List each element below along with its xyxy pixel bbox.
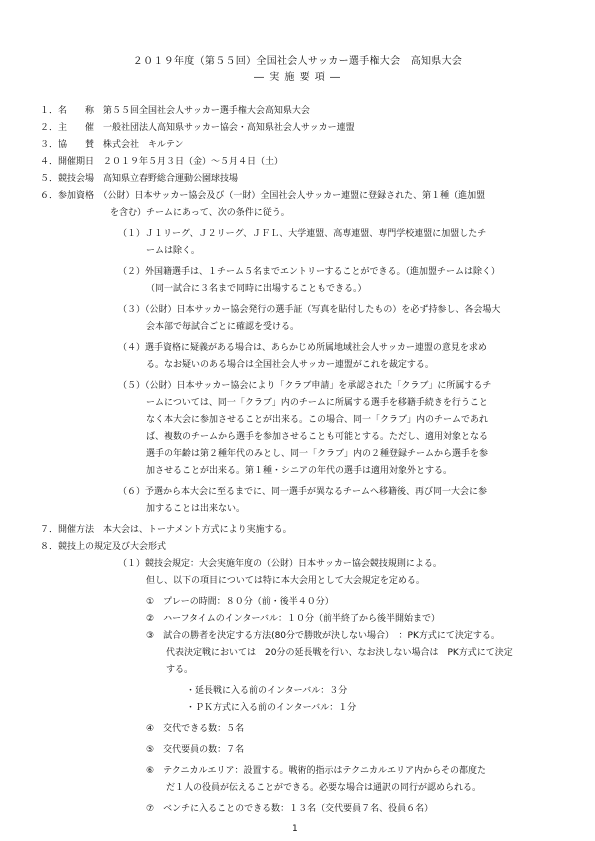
item-eligibility: ６．参加資格 （公財）日本サッカー協会及び（一財）全国社会人サッカー連盟に登録された、第１種（進加盟 (40, 191, 486, 201)
item-eligibility-cont: を含む）チームにあって、次の条件に従う。 (110, 208, 290, 218)
condition-5-cont-5: 加させることが出来る。第１種・シニアの年代の選手は適用対象外とする。 (146, 466, 453, 476)
condition-4-cont: る。なお疑いのある場合は全国社会人サッカー連盟がこれを裁定する。 (146, 360, 434, 370)
rule-substitutes: ⑤ 交代要員の数：７名 (146, 745, 245, 755)
condition-5-cont-1: ームについては、同一「クラブ」内のチームに所属する選手を移籍手続きを行うこと (146, 398, 488, 408)
condition-3: （３）（公財）日本サッカー協会発行の選手証（写真を貼付したもの）を必ず持参し、各会場大 (118, 305, 501, 315)
item-dates: ４．開催期日 ２０１９年５月３日（金）～５月４日（土） (40, 157, 284, 167)
rule-1: （１）競技会規定：大会実施年度の（公財）日本サッカー協会競技規則による。 (118, 559, 442, 569)
rule-substitutions: ④ 交代できる数：５名 (146, 724, 245, 734)
condition-5: （５）（公財）日本サッカー協会により「クラブ申請」を承認された「クラブ」に所属するチ (118, 381, 492, 391)
item-format: ７．開催方法 本大会は、トーナメント方式により実施する。 (40, 525, 292, 535)
document-subtitle: ― 実 施 要 項 ― (254, 72, 341, 83)
rule-pk-interval: ・ＰＫ方式に入る前のインターバル：１分 (186, 703, 357, 713)
rule-winner: ③ 試合の勝者を決定する方法(80分で勝敗が決しない場合） ：PK方式にて決定する。 (146, 631, 500, 641)
condition-3-cont: 会本部で毎試合ごとに確認を受ける。 (146, 322, 300, 332)
condition-1: （１）Ｊ１リーグ、Ｊ２リーグ、ＪＦＬ、大学連盟、高専連盟、専門学校連盟に加盟したチ (118, 229, 487, 239)
rule-winner-cont-1: 代表決定戦においては 20分の延長戦を行い、なお決しない場合は PK方式にて決定 (166, 648, 513, 658)
condition-2-cont: （同一試合に３名まで同時に出場することもできる。） (146, 284, 367, 294)
item-rules: ８．競技上の規定及び大会形式 (40, 542, 167, 552)
condition-5-cont-3: ば、複数のチームから選手を参加させることも可能とする。ただし、適用対象となる (146, 432, 489, 442)
condition-4: （４）選手資格に疑義がある場合は、あらかじめ所属地域社会人サッカー連盟の意見を求め (118, 343, 487, 353)
condition-1-cont: ームは除く。 (146, 246, 200, 256)
rule-bench: ⑦ ベンチに入ることのできる数：１３名（交代要員７名、役員６名） (146, 804, 434, 814)
rule-extra-time-interval: ・延長戦に入る前のインターバル：３分 (186, 686, 348, 696)
item-name: １．名 称 第５５回全国社会人サッカー選手権大会高知県大会 (40, 106, 310, 116)
document-title: ２０１９年度（第５５回）全国社会人サッカー選手権大会 高知県大会 (132, 56, 463, 67)
rule-winner-cont-2: する。 (166, 665, 194, 675)
item-organizer: ２．主 催 一般社団法人高知県サッカー協会・高知県社会人サッカー連盟 (40, 123, 355, 133)
rule-play-time: ① プレーの時間：８０分（前・後半４０分） (146, 597, 334, 607)
page-number: 1 (292, 824, 298, 834)
rule-technical-area-cont: だ１人の役員が伝えることができる。必要な場合は通訳の同行が認められる。 (166, 783, 482, 793)
condition-6: （６）予選から本大会に至るまでに、同一選手が異なるチームへ移籍後、再び同一大会に参 (118, 487, 488, 497)
rule-technical-area: ⑥ テクニカルエリア：設置する。戦術的指示はテクニカルエリア内からその都度た (146, 766, 486, 776)
condition-6-cont: 加することは出来ない。 (146, 504, 246, 514)
item-sponsor: ３．協 賛 株式会社 キルテン (40, 140, 184, 150)
condition-5-cont-4: 選手の年齢は第２種年代のみとし、同一「クラブ」内の２種登録チームから選手を参 (146, 449, 489, 459)
item-venue: ５．競技会場 高知県立春野総合運動公園球技場 (40, 174, 239, 184)
rule-halftime: ② ハーフタイムのインターバル：１０分（前半終了から後半開始まで） (146, 614, 441, 624)
rule-1-cont: 但し、以下の項目については特に本大会用として大会規定を定める。 (146, 576, 425, 586)
condition-5-cont-2: なく本大会に参加させることが出来る。この場合、同一「クラブ」内のチームであれ (146, 415, 489, 425)
condition-2: （２）外国籍選手は、１チーム５名までエントリーすることができる。（進加盟チームは除く） (118, 267, 501, 277)
